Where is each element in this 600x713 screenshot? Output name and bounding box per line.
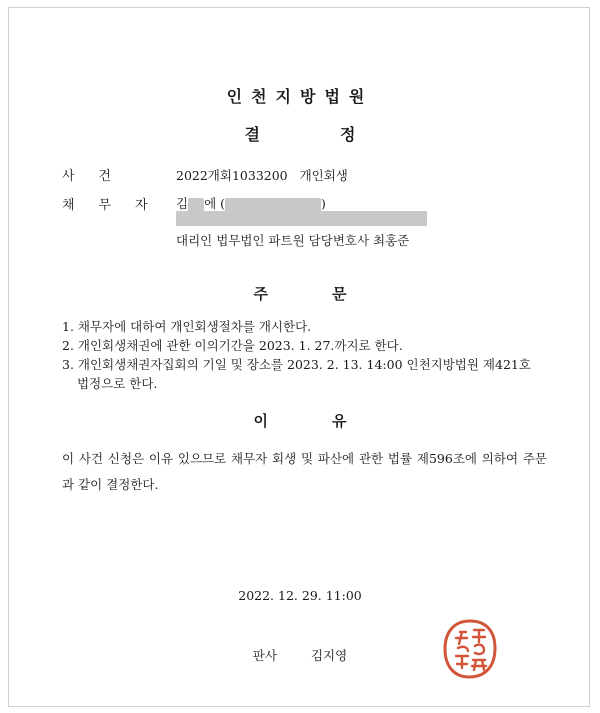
redacted-id xyxy=(225,198,321,212)
case-label: 사건 xyxy=(62,169,136,184)
court-seal-icon xyxy=(442,618,498,680)
reason-title xyxy=(0,410,600,431)
order-title-left: 주 xyxy=(253,285,268,303)
redacted-name xyxy=(188,198,204,212)
judge-title: 판사 xyxy=(252,648,277,663)
order-item-3: 3. 개인회생채권자집회의 기일 및 장소를 2023. 2. 13. 14:00 인천지방법원 제421호 xyxy=(62,357,531,372)
order-item-1: 1. 채무자에 대하여 개인회생절차를 개시한다. xyxy=(62,319,312,334)
document-title-right: 정 xyxy=(340,125,356,144)
order-title xyxy=(0,283,600,304)
reason-text: 이 사건 신청은 이유 있으므로 채무자 회생 및 파산에 관한 법률 제596조에 의하여 주문과 같이 결정한다. xyxy=(62,451,547,492)
court-name: 인천지방법원 xyxy=(226,87,374,106)
order-item-3-cont: 법정으로 한다. xyxy=(77,376,158,391)
redacted-address xyxy=(176,211,427,226)
debtor-name-mid: 에 ( xyxy=(204,196,226,211)
representative: 대리인 법무법인 파트원 담당변호사 최홍준 xyxy=(176,233,410,248)
case-number-value: 2022개회1033200 xyxy=(176,168,288,183)
document-title xyxy=(0,122,600,145)
decision-date: 2022. 12. 29. 11:00 xyxy=(238,588,362,603)
judge-name: 김지영 xyxy=(310,648,348,663)
order-item-2: 2. 개인회생채권에 관한 이의기간을 2023. 1. 27.까지로 한다. xyxy=(62,338,403,353)
judge-signature xyxy=(0,646,600,664)
debtor-name-initial: 김 xyxy=(176,196,189,211)
debtor-name-end: ) xyxy=(321,196,326,211)
document-title-left: 결 xyxy=(244,125,260,144)
reason-title-left: 이 xyxy=(253,412,268,430)
reason-title-right: 유 xyxy=(332,412,347,430)
debtor-name xyxy=(176,194,326,212)
case-number xyxy=(176,166,348,184)
order-title-right: 문 xyxy=(332,285,347,303)
debtor-label: 채무자 xyxy=(62,198,172,213)
case-type: 개인회생 xyxy=(299,168,348,183)
